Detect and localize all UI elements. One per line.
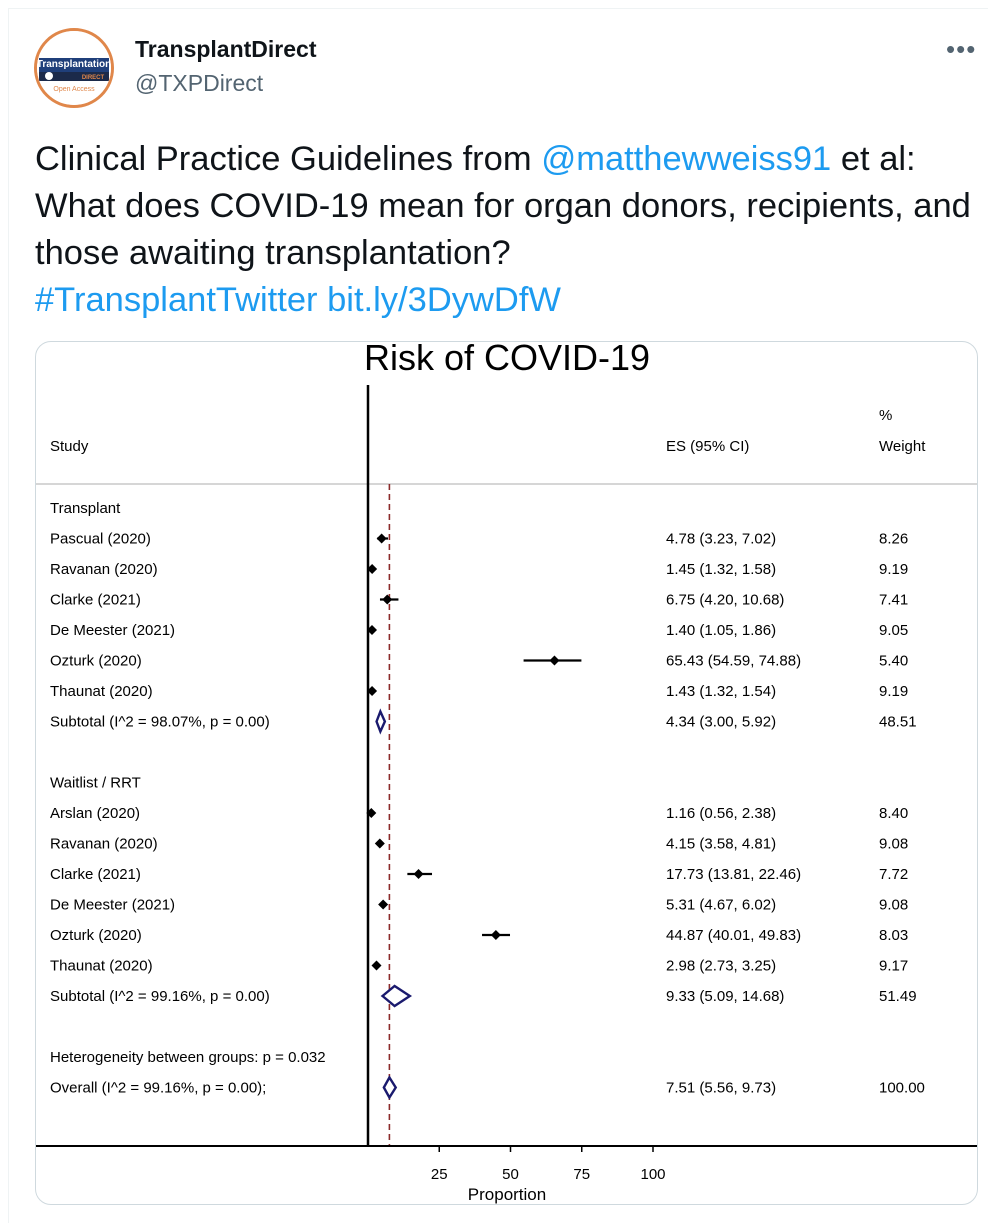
group-header: Waitlist / RRT: [50, 774, 141, 792]
heterogeneity-note: Heterogeneity between groups: p = 0.032: [50, 1049, 326, 1066]
handle[interactable]: @TXPDirect: [135, 70, 264, 96]
study-label: Pascual (2020): [50, 530, 151, 548]
point-estimate: [491, 930, 501, 940]
point-estimate: [378, 900, 388, 910]
weight-value: 8.03: [879, 927, 909, 944]
subtotal-label: Subtotal (I^2 = 98.07%, p = 0.00): [50, 713, 270, 731]
svg-text:DIRECT: DIRECT: [81, 75, 105, 81]
point-estimate: [371, 961, 381, 971]
es-value: 7.51 (5.56, 9.73): [666, 1079, 777, 1097]
column-header-weight-pct: %: [879, 407, 893, 424]
weight-value: 5.40: [879, 652, 909, 670]
x-tick-label: 25: [430, 1166, 448, 1183]
weight-value: 7.41: [879, 591, 909, 609]
es-value: 44.87 (40.01, 49.83): [666, 927, 802, 944]
hashtag-link[interactable]: #TransplantTwitter: [35, 281, 318, 319]
subtotal-diamond: [383, 986, 410, 1006]
point-estimate: [549, 656, 559, 666]
weight-value: 8.26: [879, 530, 909, 548]
svg-text:Transplantation: Transplantation: [37, 59, 111, 70]
overall-label: Overall (I^2 = 99.16%, p = 0.00);: [50, 1079, 267, 1097]
subtotal-diamond: [377, 712, 385, 732]
subtotal-label: Subtotal (I^2 = 99.16%, p = 0.00): [50, 988, 270, 1005]
es-value: 17.73 (13.81, 22.46): [666, 866, 802, 883]
es-value: 1.40 (1.05, 1.86): [666, 622, 777, 639]
es-value: 2.98 (2.73, 3.25): [666, 957, 777, 975]
weight-value: 9.08: [879, 896, 909, 914]
weight-value: 9.19: [879, 561, 909, 578]
study-label: Thaunat (2020): [50, 957, 153, 975]
study-label: Ravanan (2020): [50, 561, 158, 578]
study-label: Thaunat (2020): [50, 683, 153, 700]
weight-value: 51.49: [879, 988, 917, 1005]
column-header-study: Study: [50, 438, 89, 455]
chart-title: Risk of COVID-19: [363, 342, 651, 378]
url-link[interactable]: bit.ly/3DywDfW: [327, 281, 561, 319]
transplant-direct-logo: [37, 31, 111, 105]
study-label: Ozturk (2020): [50, 652, 142, 670]
es-value: 1.45 (1.32, 1.58): [666, 561, 777, 578]
es-value: 1.16 (0.56, 2.38): [666, 805, 777, 822]
weight-value: 9.19: [879, 683, 909, 700]
avatar[interactable]: [34, 28, 114, 108]
point-estimate: [414, 869, 424, 879]
more-icon[interactable]: •••: [946, 34, 977, 64]
tweet-image[interactable]: [35, 341, 978, 1205]
mention-link[interactable]: @matthewweiss91: [541, 140, 832, 178]
point-estimate: [375, 839, 385, 849]
study-label: Ozturk (2020): [50, 927, 142, 944]
point-estimate: [382, 595, 392, 605]
study-label: Clarke (2021): [50, 866, 141, 883]
weight-value: 9.05: [879, 622, 909, 639]
weight-value: 7.72: [879, 866, 909, 883]
display-name[interactable]: TransplantDirect: [135, 36, 317, 62]
forest-plot: [36, 342, 978, 1205]
study-label: Arslan (2020): [50, 805, 141, 822]
es-value: 6.75 (4.20, 10.68): [666, 591, 785, 609]
es-value: 4.34 (3.00, 5.92): [666, 713, 777, 731]
es-value: 4.78 (3.23, 7.02): [666, 530, 777, 548]
study-label: De Meester (2021): [50, 896, 176, 914]
weight-value: 9.17: [879, 957, 909, 975]
svg-text:Open Access: Open Access: [53, 86, 95, 93]
weight-value: 9.08: [879, 835, 909, 853]
weight-value: 48.51: [879, 713, 917, 731]
es-value: 1.43 (1.32, 1.54): [666, 683, 777, 700]
x-axis-label: Proportion: [467, 1185, 547, 1204]
x-tick-label: 100: [640, 1166, 666, 1183]
x-tick-label: 75: [573, 1166, 591, 1183]
es-value: 9.33 (5.09, 14.68): [666, 988, 785, 1005]
es-value: 4.15 (3.58, 4.81): [666, 835, 777, 853]
tweet-text-part-2: et al: What does COVID-19 mean for organ donors, recipients, and those awaiting transplantation?: [35, 140, 971, 272]
x-tick-label: 50: [502, 1166, 519, 1183]
study-label: Ravanan (2020): [50, 835, 158, 853]
weight-value: 8.40: [879, 805, 909, 822]
weight-value: 100.00: [879, 1079, 925, 1097]
group-header: Transplant: [50, 500, 121, 517]
es-value: 65.43 (54.59, 74.88): [666, 652, 802, 670]
tweet-text: [35, 136, 975, 324]
tweet-text-part-1: Clinical Practice Guidelines from: [35, 140, 542, 178]
column-header-weight: Weight: [879, 438, 926, 455]
study-label: De Meester (2021): [50, 622, 176, 639]
column-header-es: ES (95% CI): [666, 438, 750, 455]
es-value: 5.31 (4.67, 6.02): [666, 896, 777, 914]
study-label: Clarke (2021): [50, 591, 141, 609]
point-estimate: [377, 534, 387, 544]
overall-diamond: [384, 1078, 396, 1098]
